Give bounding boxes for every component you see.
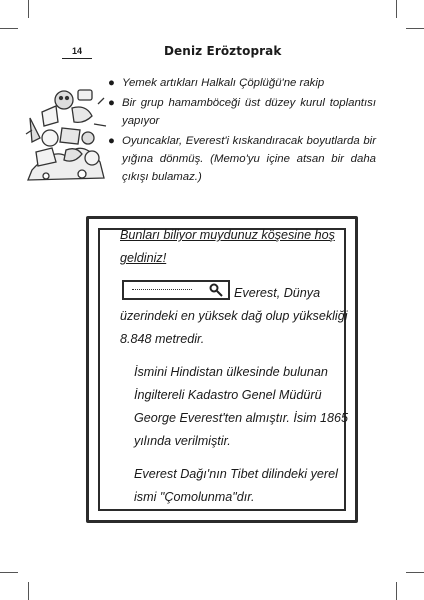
list-item [108,132,376,186]
list-item [108,74,376,92]
page-number: 14 [72,46,83,56]
crop-mark [0,572,18,573]
magnifier-icon [208,282,224,298]
info-paragraph-1-text: Everest, Dünya üzerindeki en yüksek dağ olup yüksekliği 8.848 metredir. [120,286,348,346]
info-paragraph-2: İsmini Hindistan ülkesinde bulunan İngiltereli Kadastro Genel Müdürü George Everest'ten almıştır. İsim 1865 yılında verilmiştir. [134,365,349,448]
search-placeholder-dots [132,289,192,290]
page-number-rule [62,58,92,59]
list-item-text: Oyuncaklar, Everest'i kıskandıracak boyutlarda bir yığına dönmüş. (Memo'yu içine atsan bir daha çıkışı bulamaz.) [122,135,376,183]
list-item [108,94,376,130]
crop-mark [406,572,424,573]
bullet-marker: ● [108,77,115,89]
info-paragraph-1 [120,280,362,351]
crop-mark [0,28,18,29]
info-box-heading: Bunları biliyor muydunuz köşesine hoş geldiniz! [120,228,335,265]
crop-mark [28,0,29,18]
crop-mark [396,0,397,18]
info-paragraph-3: Everest Dağı'nın Tibet dilindeki yerel ismi "Çomolunma"dır. [134,467,338,504]
list-item-text: Yemek artıkları Halkalı Çöplüğü'ne rakip [122,77,325,89]
crop-mark [406,28,424,29]
info-box-content [120,224,362,519]
junk-pile-icon [22,78,108,188]
bullet-marker: ● [108,135,115,147]
search-bar-graphic [122,280,230,300]
list-item-text: Bir grup hamamböceği üst düzey kurul toplantısı yapıyor [122,97,376,127]
crop-mark [28,582,29,600]
author-name: Deniz Eröztoprak [164,44,282,58]
bullet-list [108,74,376,188]
crop-mark [396,582,397,600]
bullet-marker: ● [108,97,115,109]
